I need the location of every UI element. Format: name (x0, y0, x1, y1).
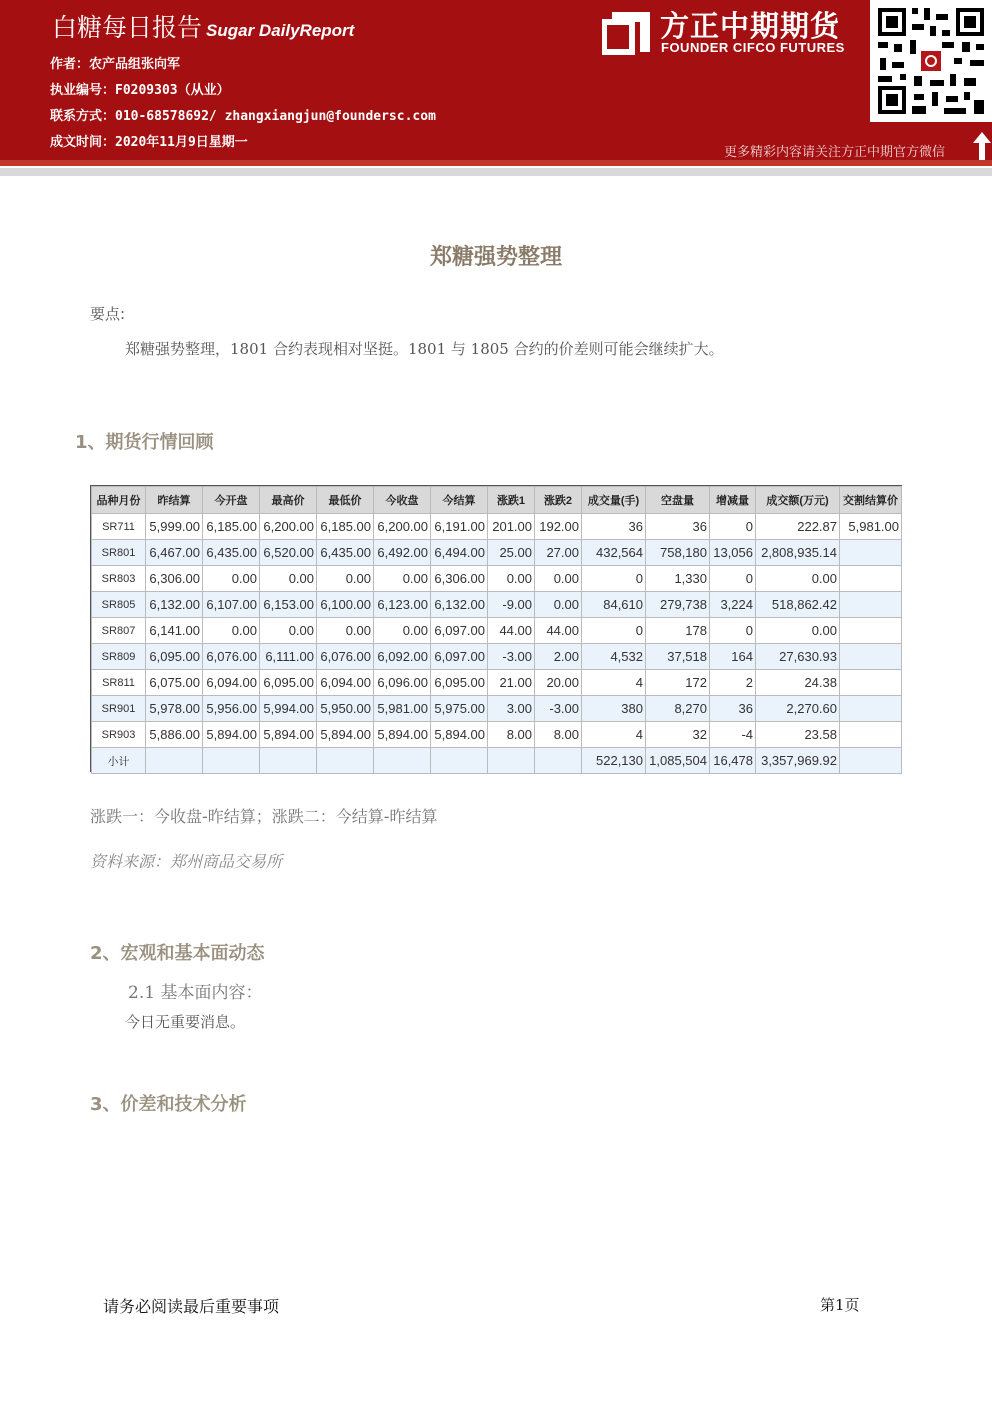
table-cell (840, 566, 902, 592)
table-cell: 84,610 (582, 592, 646, 618)
logo-text-en: FOUNDER CIFCO FUTURES (661, 40, 845, 55)
table-cell: 6,191.00 (431, 514, 488, 540)
table-cell: 6,132.00 (431, 592, 488, 618)
table-cell: 6,096.00 (374, 670, 431, 696)
table-row (92, 592, 902, 618)
table-cell: 6,200.00 (374, 514, 431, 540)
table-cell: 13,056 (710, 540, 756, 566)
table-cell: 6,132.00 (146, 592, 203, 618)
section-3-heading: 3、价差和技术分析 (90, 1094, 247, 1115)
table-cell: 2 (710, 670, 756, 696)
license-line: 执业编号：F0209303（从业） (50, 83, 230, 98)
table-cell: 44.00 (535, 618, 582, 644)
table-header-cell: 最高价 (260, 487, 317, 514)
table-cell: 8.00 (488, 722, 535, 748)
footer-disclaimer: 请务必阅读最后重要事项 (103, 1297, 280, 1316)
section-2-heading: 2、宏观和基本面动态 (90, 943, 265, 964)
table-cell: -3.00 (535, 696, 582, 722)
table-cell: -4 (710, 722, 756, 748)
table-row (92, 540, 902, 566)
logo-mark-icon (602, 8, 652, 56)
table-cell: 4 (582, 670, 646, 696)
header-divider (0, 160, 992, 166)
table-cell: 25.00 (488, 540, 535, 566)
table-cell (374, 748, 431, 774)
table-cell: 6,100.00 (317, 592, 374, 618)
table-cell: 0.00 (203, 566, 260, 592)
table-cell (840, 722, 902, 748)
table-cell: 6,107.00 (203, 592, 260, 618)
table-cell: 5,894.00 (203, 722, 260, 748)
table-cell: 8.00 (535, 722, 582, 748)
table-cell: 5,894.00 (431, 722, 488, 748)
table-cell: 6,435.00 (203, 540, 260, 566)
table-header-cell: 成交额(万元) (756, 487, 840, 514)
table-cell (488, 748, 535, 774)
company-logo (602, 6, 862, 58)
table-cell-contract: SR807 (92, 618, 146, 644)
table-cell: 192.00 (535, 514, 582, 540)
table-cell: 3,224 (710, 592, 756, 618)
report-title-cn: 白糖每日报告 (52, 13, 203, 42)
table-cell: 0 (582, 566, 646, 592)
table-cell: 6,076.00 (317, 644, 374, 670)
table-cell: 380 (582, 696, 646, 722)
table-cell: 36 (710, 696, 756, 722)
table-cell-contract: SR711 (92, 514, 146, 540)
table-cell: 0.00 (317, 566, 374, 592)
table-cell: 27,630.93 (756, 644, 840, 670)
table-cell: 5,978.00 (146, 696, 203, 722)
table-row (92, 748, 902, 774)
table-cell: 0.00 (374, 618, 431, 644)
table-header-cell: 今结算 (431, 487, 488, 514)
table-header-row (92, 487, 902, 514)
table-cell: 0.00 (756, 566, 840, 592)
table-cell: 279,738 (646, 592, 710, 618)
table-header-cell: 空盘量 (646, 487, 710, 514)
table-cell (840, 696, 902, 722)
table-cell: 37,518 (646, 644, 710, 670)
table-cell: 6,141.00 (146, 618, 203, 644)
table-cell-contract: SR801 (92, 540, 146, 566)
table-cell: 3,357,969.92 (756, 748, 840, 774)
table-cell-contract: SR803 (92, 566, 146, 592)
table-row (92, 566, 902, 592)
table-row (92, 514, 902, 540)
table-cell (431, 748, 488, 774)
table-cell: 172 (646, 670, 710, 696)
table-cell: -3.00 (488, 644, 535, 670)
table-cell: 3.00 (488, 696, 535, 722)
table-cell: 522,130 (582, 748, 646, 774)
wechat-follow-note: 更多精彩内容请关注方正中期官方微信 (724, 145, 946, 160)
table-cell: 6,094.00 (317, 670, 374, 696)
table-cell: 21.00 (488, 670, 535, 696)
table-cell: 2,808,935.14 (756, 540, 840, 566)
table-cell: 44.00 (488, 618, 535, 644)
table-header-cell: 今开盘 (203, 487, 260, 514)
table-cell: 27.00 (535, 540, 582, 566)
table-cell: 0.00 (203, 618, 260, 644)
table-cell (146, 748, 203, 774)
table-cell: 5,894.00 (260, 722, 317, 748)
document-title: 郑糖强势整理 (429, 245, 562, 270)
table-cell-contract: SR903 (92, 722, 146, 748)
table-note: 涨跌一：今收盘-昨结算；涨跌二：今结算-昨结算 (90, 807, 438, 826)
table-cell: 6,185.00 (317, 514, 374, 540)
table-cell: 36 (582, 514, 646, 540)
table-cell: 6,123.00 (374, 592, 431, 618)
futures-quote-table (90, 485, 902, 772)
table-header-cell: 最低价 (317, 487, 374, 514)
header-divider-shadow (0, 168, 992, 176)
table-cell: 8,270 (646, 696, 710, 722)
table-cell: 6,094.00 (203, 670, 260, 696)
table-cell: 6,097.00 (431, 644, 488, 670)
table-row (92, 696, 902, 722)
table-cell: 758,180 (646, 540, 710, 566)
section-2-1-heading: 2.1 基本面内容： (128, 983, 263, 1003)
table-cell: 24.38 (756, 670, 840, 696)
table-cell: 0 (710, 618, 756, 644)
table-cell: 6,435.00 (317, 540, 374, 566)
report-header (0, 0, 992, 160)
table-header-cell: 涨跌1 (488, 487, 535, 514)
table-cell: 5,999.00 (146, 514, 203, 540)
table-cell (840, 748, 902, 774)
logo-text-cn: 方正中期期货 (660, 9, 841, 43)
table-row (92, 722, 902, 748)
table-cell: 6,111.00 (260, 644, 317, 670)
table-cell: 4,532 (582, 644, 646, 670)
table-cell: 164 (710, 644, 756, 670)
table-cell: 178 (646, 618, 710, 644)
table-row (92, 644, 902, 670)
table-cell: 6,306.00 (431, 566, 488, 592)
table-cell (840, 540, 902, 566)
table-cell: 0 (710, 514, 756, 540)
table-cell (317, 748, 374, 774)
table-cell: 518,862.42 (756, 592, 840, 618)
table-cell: 432,564 (582, 540, 646, 566)
table-cell: 2.00 (535, 644, 582, 670)
table-header-cell: 涨跌2 (535, 487, 582, 514)
table-cell: 0.00 (535, 566, 582, 592)
table-cell-contract: SR805 (92, 592, 146, 618)
table-cell: 5,981.00 (374, 696, 431, 722)
table-cell (260, 748, 317, 774)
table-row (92, 618, 902, 644)
author-line: 作者：农产品组张向军 (50, 57, 181, 72)
report-title (52, 8, 354, 44)
table-cell: 6,306.00 (146, 566, 203, 592)
table-cell: 2,270.60 (756, 696, 840, 722)
table-cell: 6,467.00 (146, 540, 203, 566)
table-cell (840, 618, 902, 644)
table-cell: 5,950.00 (317, 696, 374, 722)
table-cell (840, 670, 902, 696)
table-cell: 6,075.00 (146, 670, 203, 696)
table-cell: 6,076.00 (203, 644, 260, 670)
table-cell: 6,095.00 (431, 670, 488, 696)
report-title-en: Sugar DailyReport (206, 21, 355, 40)
table-cell: 0.00 (756, 618, 840, 644)
table-header-cell: 增减量 (710, 487, 756, 514)
table-header-cell: 昨结算 (146, 487, 203, 514)
table-cell: 6,200.00 (260, 514, 317, 540)
key-points-label: 要点: (90, 305, 126, 323)
table-cell: 36 (646, 514, 710, 540)
table-cell: 5,994.00 (260, 696, 317, 722)
qr-code-icon (870, 0, 992, 122)
data-source: 资料来源：郑州商品交易所 (90, 852, 283, 871)
table-cell-contract: SR901 (92, 696, 146, 722)
table-cell: 0.00 (488, 566, 535, 592)
table-cell: 6,492.00 (374, 540, 431, 566)
table-cell: 0.00 (260, 618, 317, 644)
table-cell (203, 748, 260, 774)
table-cell: 0 (582, 618, 646, 644)
table-cell: 6,494.00 (431, 540, 488, 566)
date-line: 成文时间：2020年11月9日星期一 (50, 135, 248, 150)
table-header-cell: 交割结算价 (840, 487, 902, 514)
table-cell: 222.87 (756, 514, 840, 540)
table-cell: 0.00 (317, 618, 374, 644)
table-cell: 0.00 (374, 566, 431, 592)
table-cell: 20.00 (535, 670, 582, 696)
table-cell: -9.00 (488, 592, 535, 618)
table-cell: 5,975.00 (431, 696, 488, 722)
table-header-cell: 今收盘 (374, 487, 431, 514)
table-cell: 32 (646, 722, 710, 748)
table-cell-contract: 小计 (92, 748, 146, 774)
table-cell: 0.00 (535, 592, 582, 618)
table-cell: 16,478 (710, 748, 756, 774)
table-cell (535, 748, 582, 774)
table-cell (840, 644, 902, 670)
page-number: 第1页 (820, 1296, 860, 1314)
table-cell: 6,153.00 (260, 592, 317, 618)
quote-table (91, 486, 902, 774)
table-cell: 6,095.00 (146, 644, 203, 670)
table-cell: 6,095.00 (260, 670, 317, 696)
table-cell (840, 592, 902, 618)
table-cell: 6,097.00 (431, 618, 488, 644)
table-row (92, 670, 902, 696)
table-cell: 1,330 (646, 566, 710, 592)
table-cell: 0 (710, 566, 756, 592)
table-cell: 5,956.00 (203, 696, 260, 722)
table-header-cell: 品种月份 (92, 487, 146, 514)
table-cell: 1,085,504 (646, 748, 710, 774)
table-cell: 5,886.00 (146, 722, 203, 748)
table-cell-contract: SR811 (92, 670, 146, 696)
key-points-text: 郑糖强势整理，1801 合约表现相对坚挺。1801 与 1805 合约的价差则可能会继续扩大。 (125, 340, 724, 358)
table-cell-contract: SR809 (92, 644, 146, 670)
arrow-up-icon (973, 132, 991, 160)
table-header-cell: 成交量(手) (582, 487, 646, 514)
table-cell: 5,981.00 (840, 514, 902, 540)
table-cell: 6,520.00 (260, 540, 317, 566)
table-cell: 6,092.00 (374, 644, 431, 670)
table-body (92, 514, 902, 774)
table-cell: 5,894.00 (374, 722, 431, 748)
table-cell: 23.58 (756, 722, 840, 748)
table-cell: 4 (582, 722, 646, 748)
table-cell: 201.00 (488, 514, 535, 540)
section-1-heading: 1、期货行情回顾 (75, 432, 214, 453)
table-cell: 0.00 (260, 566, 317, 592)
contact-line: 联系方式：010-68578692/ zhangxiangjun@foundersc.com (50, 109, 436, 124)
section-2-1-text: 今日无重要消息。 (125, 1013, 246, 1031)
table-cell: 6,185.00 (203, 514, 260, 540)
table-cell: 5,894.00 (317, 722, 374, 748)
